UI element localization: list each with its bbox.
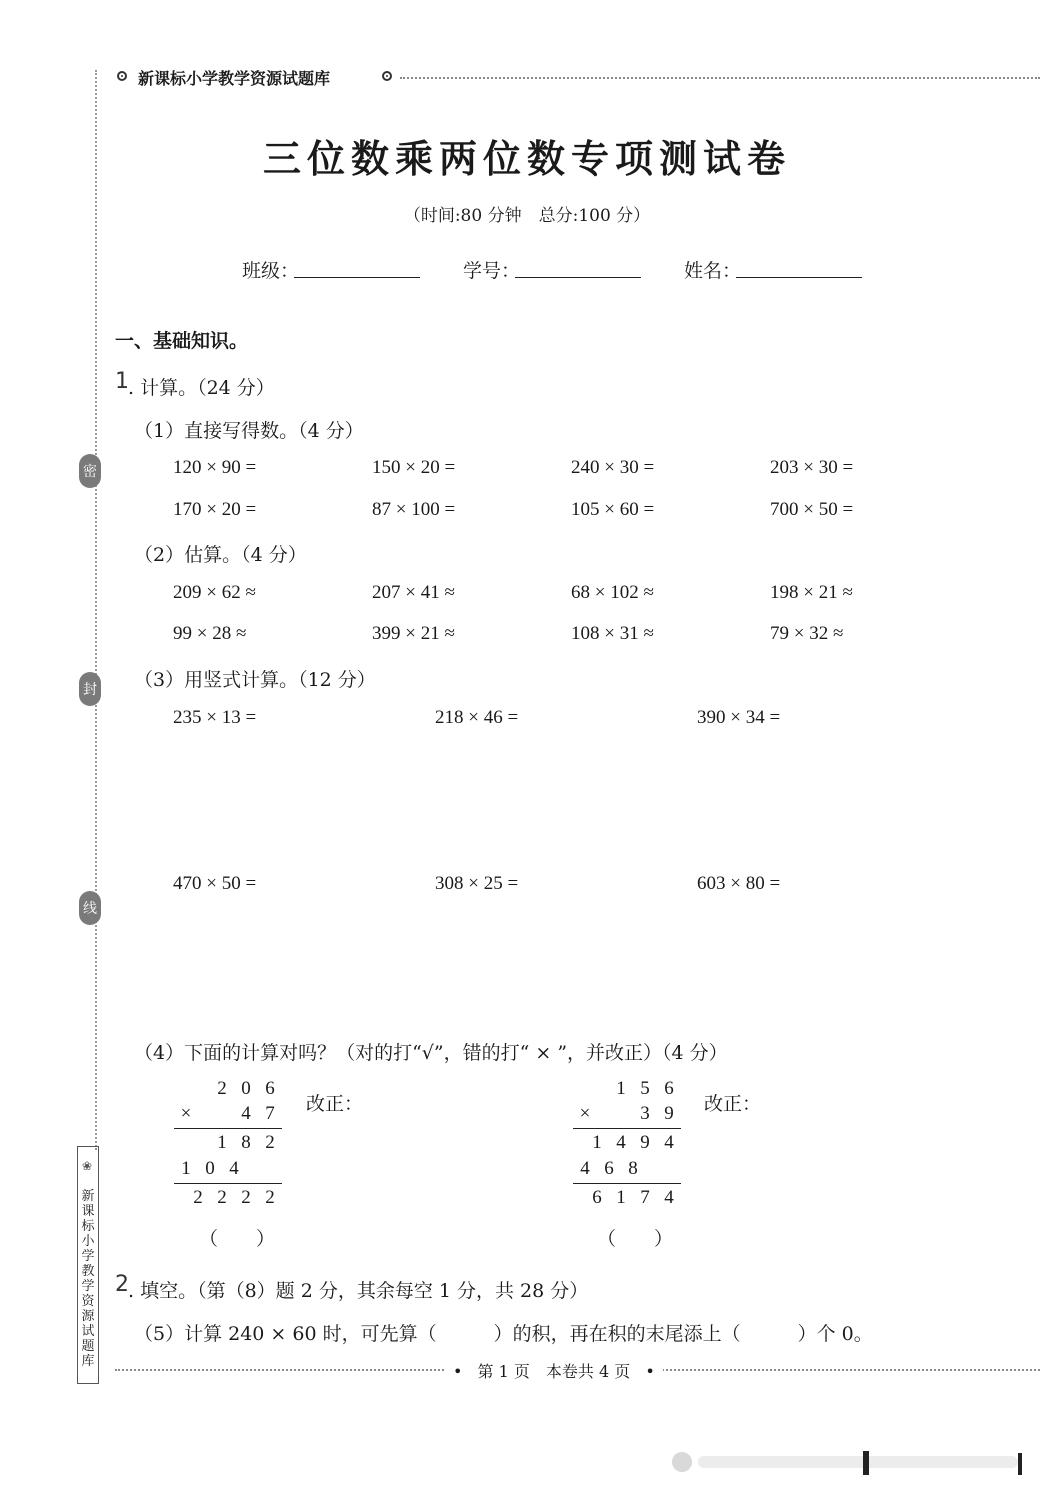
calc-digit: 6 xyxy=(265,1078,275,1099)
correction-label-1: 改正： xyxy=(306,1093,364,1115)
expr: 108 × 31 ≈ xyxy=(571,623,654,644)
calc-digit: 2 xyxy=(193,1187,203,1208)
expr: 235 × 13 = xyxy=(173,707,257,728)
expr: 390 × 34 = xyxy=(697,707,781,728)
calc-digit: 1 xyxy=(616,1187,626,1208)
calc-digit: 1 xyxy=(217,1132,227,1153)
calc-digit: 4 xyxy=(664,1187,674,1208)
field-name-label: 姓名： xyxy=(684,260,742,282)
calc-digit: 4 xyxy=(229,1158,239,1179)
expr: 207 × 41 ≈ xyxy=(372,582,455,603)
calc-partial-1 xyxy=(573,1129,681,1158)
side-label-char: 学 xyxy=(81,1249,95,1264)
binding-dashed-line xyxy=(95,70,97,1150)
footer-bullet-right: • xyxy=(645,1362,655,1381)
field-name-line[interactable] xyxy=(736,276,862,278)
calc-mult xyxy=(174,1103,282,1128)
page-footer xyxy=(445,1359,663,1382)
calc-partial-2 xyxy=(174,1158,282,1183)
expr: 240 × 30 = xyxy=(571,457,655,478)
calc-result xyxy=(573,1184,681,1213)
expr: 150 × 20 = xyxy=(372,457,456,478)
q1-number: 1 xyxy=(115,369,129,394)
calc-digit: 2 xyxy=(217,1187,227,1208)
side-label-char: 新 xyxy=(81,1189,95,1204)
calc-digit: 1 xyxy=(616,1078,626,1099)
leaf-icon: ❀ xyxy=(82,1159,93,1173)
expr: 79 × 32 ≈ xyxy=(770,623,844,644)
watermark-bar xyxy=(668,1447,1028,1477)
expr: 399 × 21 ≈ xyxy=(372,623,455,644)
side-label-char: 试 xyxy=(81,1324,95,1339)
side-label-box xyxy=(77,1146,99,1384)
field-class-label: 班级： xyxy=(242,260,300,282)
side-label-char: 课 xyxy=(81,1204,95,1219)
expr: 700 × 50 = xyxy=(770,499,854,520)
calc-digit: 0 xyxy=(205,1158,215,1179)
field-number-line[interactable] xyxy=(515,276,641,278)
calc-digit: 2 xyxy=(265,1187,275,1208)
calc-digit: 6 xyxy=(604,1158,614,1179)
header-dotted-line xyxy=(400,77,1040,79)
side-label xyxy=(78,1189,98,1369)
q2-number: 2 xyxy=(115,1272,129,1297)
expr: 470 × 50 = xyxy=(173,873,257,894)
seal-xian: 线 xyxy=(79,891,101,925)
calc-digit: 3 xyxy=(640,1103,650,1124)
calc-digit: 7 xyxy=(640,1187,650,1208)
answer-paren-1[interactable]: （ ） xyxy=(199,1228,276,1250)
field-class-line[interactable] xyxy=(294,276,420,278)
side-label-char: 源 xyxy=(81,1309,95,1324)
watermark-graphic xyxy=(668,1447,1028,1477)
section-1-title: 一、基础知识。 xyxy=(115,330,249,352)
expr: 120 × 90 = xyxy=(173,457,257,478)
calc-digit: 2 xyxy=(265,1132,275,1153)
seal-mi: 密 xyxy=(79,454,101,488)
side-label-char: 资 xyxy=(81,1294,95,1309)
calc-digit: 4 xyxy=(664,1132,674,1153)
seal-feng: 封 xyxy=(79,672,101,706)
side-label-char: 库 xyxy=(81,1354,95,1369)
calc-digit: 9 xyxy=(664,1103,674,1124)
calc-digit: 4 xyxy=(616,1132,626,1153)
q1-part2-title: （2）估算。（4 分） xyxy=(134,544,307,566)
side-label-char: 小 xyxy=(81,1234,95,1249)
vertical-calc-2 xyxy=(573,1078,681,1213)
header-brand: 新课标小学教学资源试题库 xyxy=(138,69,331,88)
q1-part3-title: （3）用竖式计算。（12 分） xyxy=(134,669,376,691)
calc-digit: 0 xyxy=(241,1078,251,1099)
calc-digit: 6 xyxy=(664,1078,674,1099)
q2-title: . 填空。（第（8）题 2 分，其余每空 1 分，共 28 分） xyxy=(128,1280,589,1302)
calc-top xyxy=(174,1078,282,1103)
calc-digit: 1 xyxy=(181,1158,191,1179)
calc-times-sign: × xyxy=(579,1103,591,1124)
calc-digit: 4 xyxy=(241,1103,251,1124)
q1-part1-title: （1）直接写得数。（4 分） xyxy=(134,420,364,442)
correction-label-2: 改正： xyxy=(704,1093,762,1115)
calc-digit: 7 xyxy=(265,1103,275,1124)
calc-digit: 8 xyxy=(241,1132,251,1153)
vertical-calc-1 xyxy=(174,1078,282,1213)
expr: 209 × 62 ≈ xyxy=(173,582,256,603)
expr: 87 × 100 = xyxy=(372,499,456,520)
side-label-char: 题 xyxy=(81,1339,95,1354)
calc-digit: 2 xyxy=(241,1187,251,1208)
side-label-char: 教 xyxy=(81,1264,95,1279)
calc-digit: 5 xyxy=(640,1078,650,1099)
calc-digit: 1 xyxy=(592,1132,602,1153)
footer-bullet-left: • xyxy=(453,1362,463,1381)
expr: 218 × 46 = xyxy=(435,707,519,728)
page-title: 三位数乘两位数专项测试卷 xyxy=(262,139,791,181)
header-bullet-right xyxy=(382,71,392,81)
expr: 99 × 28 ≈ xyxy=(173,623,247,644)
q2-part5: （5）计算 240 × 60 时，可先算（ ）的积，再在积的末尾添上（ ）个 0。 xyxy=(134,1323,873,1345)
calc-result xyxy=(174,1184,282,1213)
header-bullet-left xyxy=(117,71,127,81)
calc-digit: 2 xyxy=(217,1078,227,1099)
expr: 603 × 80 = xyxy=(697,873,781,894)
expr: 105 × 60 = xyxy=(571,499,655,520)
expr: 203 × 30 = xyxy=(770,457,854,478)
calc-digit: 9 xyxy=(640,1132,650,1153)
q1-part4-title: （4）下面的计算对吗？（对的打“√”，错的打“ × ”，并改正）（4 分） xyxy=(134,1042,728,1064)
side-label-char: 标 xyxy=(81,1219,95,1234)
exam-meta: （时间:80 分钟 总分:100 分） xyxy=(403,206,651,226)
calc-digit: 6 xyxy=(592,1187,602,1208)
expr: 68 × 102 ≈ xyxy=(571,582,654,603)
calc-times-sign: × xyxy=(180,1103,192,1124)
calc-mult xyxy=(573,1103,681,1128)
expr: 198 × 21 ≈ xyxy=(770,582,853,603)
side-label-char: 学 xyxy=(81,1279,95,1294)
calc-partial-1 xyxy=(174,1129,282,1158)
calc-digit: 4 xyxy=(580,1158,590,1179)
expr: 170 × 20 = xyxy=(173,499,257,520)
q1-title: . 计算。（24 分） xyxy=(128,377,275,399)
calc-partial-2 xyxy=(573,1158,681,1183)
expr: 308 × 25 = xyxy=(435,873,519,894)
footer-page-text: 第 1 页 本卷共 4 页 xyxy=(477,1362,631,1381)
answer-paren-2[interactable]: （ ） xyxy=(597,1228,674,1250)
field-number-label: 学号： xyxy=(463,260,521,282)
calc-digit: 8 xyxy=(628,1158,638,1179)
calc-top xyxy=(573,1078,681,1103)
